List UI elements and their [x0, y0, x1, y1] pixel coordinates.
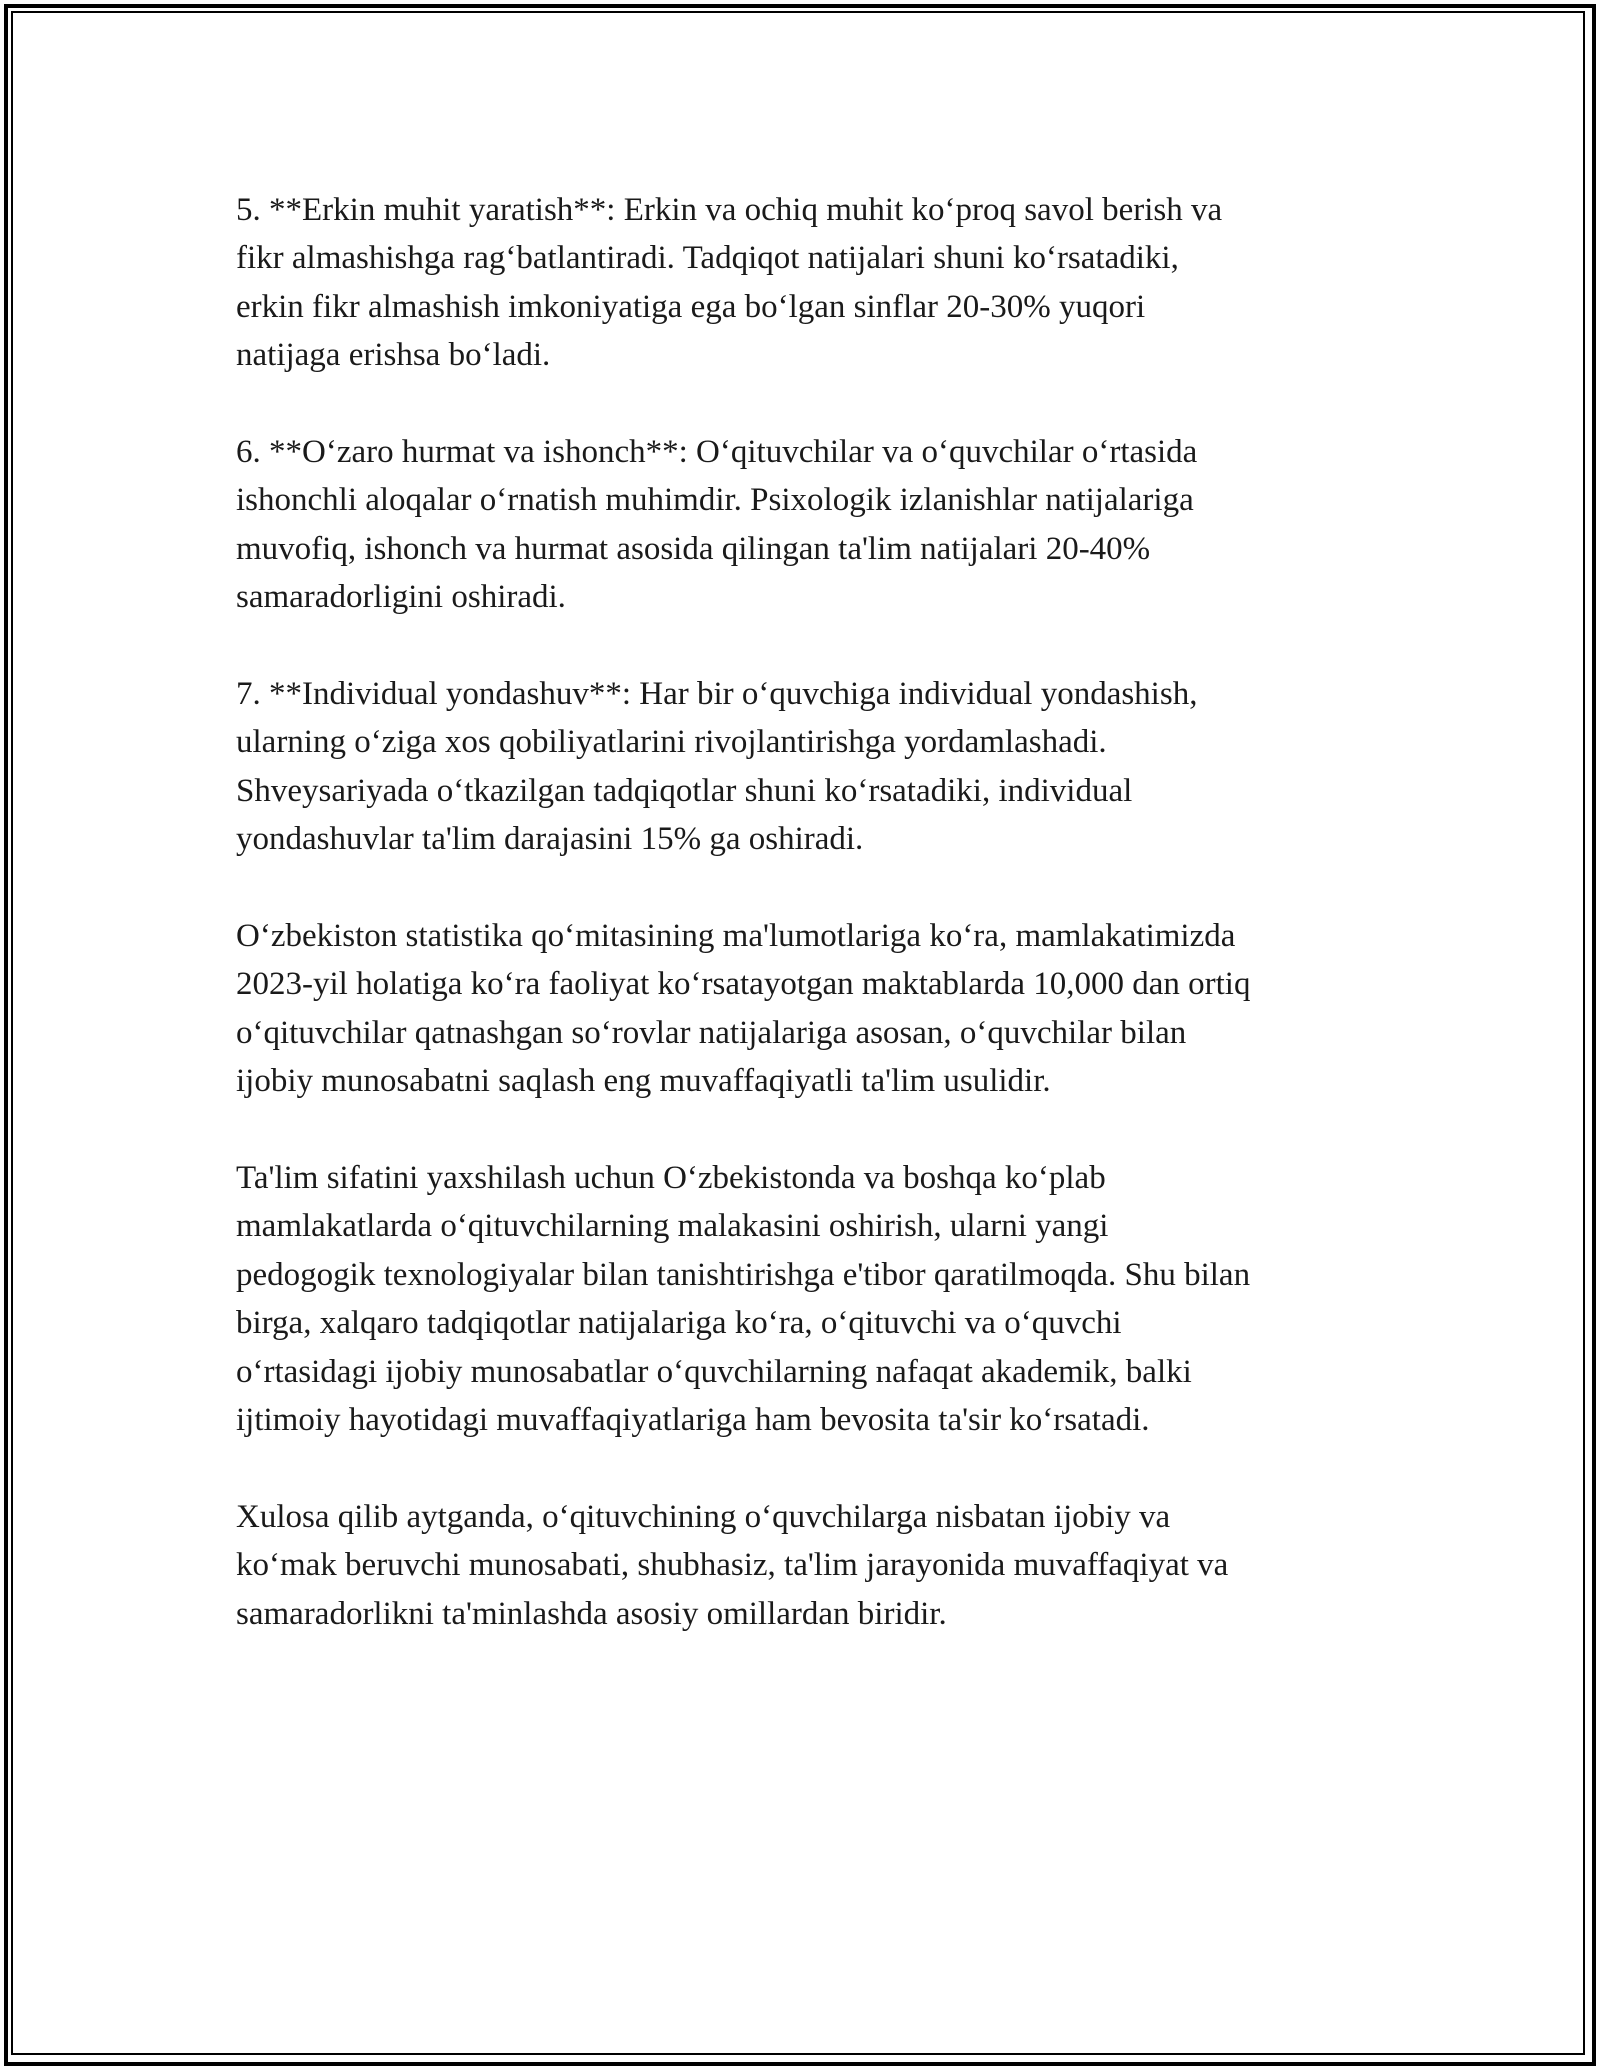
paragraph-individual-yondashuv: 7. **Individual yondashuv**: Har bir o‘quvchiga individual yondashish, ularning o‘ziga xos qobiliyatlarini rivojlantirishga yordamlashadi. Shveysariyada o‘tkazilgan tadqiqotlar shuni ko‘rsatadiki, individual yondashuvlar ta'lim darajasini 15% ga oshiradi. — [236, 676, 1198, 858]
paragraph-talim-sifati: Ta'lim sifatini yaxshilash uchun O‘zbekistonda va boshqa ko‘plab mamlakatlarda o‘qituvchilarning malakasini oshirish, ularni yangi pedogogik texnologiyalar bilan tanishtirishga e'tibor qaratilmoqda. Shu bilan birga, xalqaro tadqiqotlar natijalariga ko‘ra, o‘qituvchi va o‘quvchi o‘rtasidagi ijobiy munosabatlar o‘quvchilarning nafaqat akademik, balki ijtimoiy hayotidagi muvaffaqiyatlariga ham bevosita ta'sir ko‘rsatadi. — [236, 1160, 1251, 1439]
paragraph-ozaro-hurmat: 6. **O‘zaro hurmat va ishonch**: O‘qituvchilar va o‘quvchilar o‘rtasida ishonchli aloqalar o‘rnatish muhimdir. Psixologik izlanishlar natijalariga muvofiq, ishonch va hurmat asosida qilingan ta'lim natijalari 20-40% samaradorligini oshiradi. — [236, 434, 1198, 616]
paragraph-erkin-muhit: 5. **Erkin muhit yaratish**: Erkin va ochiq muhit ko‘proq savol berish va fikr almashishga rag‘batlantiradi. Tadqiqot natijalari shuni ko‘rsatadiki, erkin fikr almashish imkoniyatiga ega bo‘lgan sinflar 20-30% yuqori natijaga erishsa bo‘ladi. — [236, 192, 1223, 374]
paragraph-xulosa: Xulosa qilib aytganda, o‘qituvchining o‘quvchilarga nisbatan ijobiy va ko‘mak beruvchi munosabati, shubhasiz, ta'lim jarayonida muvaffaqiyat va samaradorlikni ta'minlashda asosiy omillardan biridir. — [236, 1498, 1229, 1632]
document-body — [236, 186, 1366, 1687]
paragraph-statistika: O‘zbekiston statistika qo‘mitasining ma'lumotlariga ko‘ra, mamlakatimizda 2023-yil holatiga ko‘ra faoliyat ko‘rsatayotgan maktablarda 10,000 dan ortiq o‘qituvchilar qatnashgan so‘rovlar natijalariga asosan, o‘quvchilar bilan ijobiy munosabatni saqlash eng muvaffaqiyatli ta'lim usulidir. — [236, 918, 1251, 1100]
